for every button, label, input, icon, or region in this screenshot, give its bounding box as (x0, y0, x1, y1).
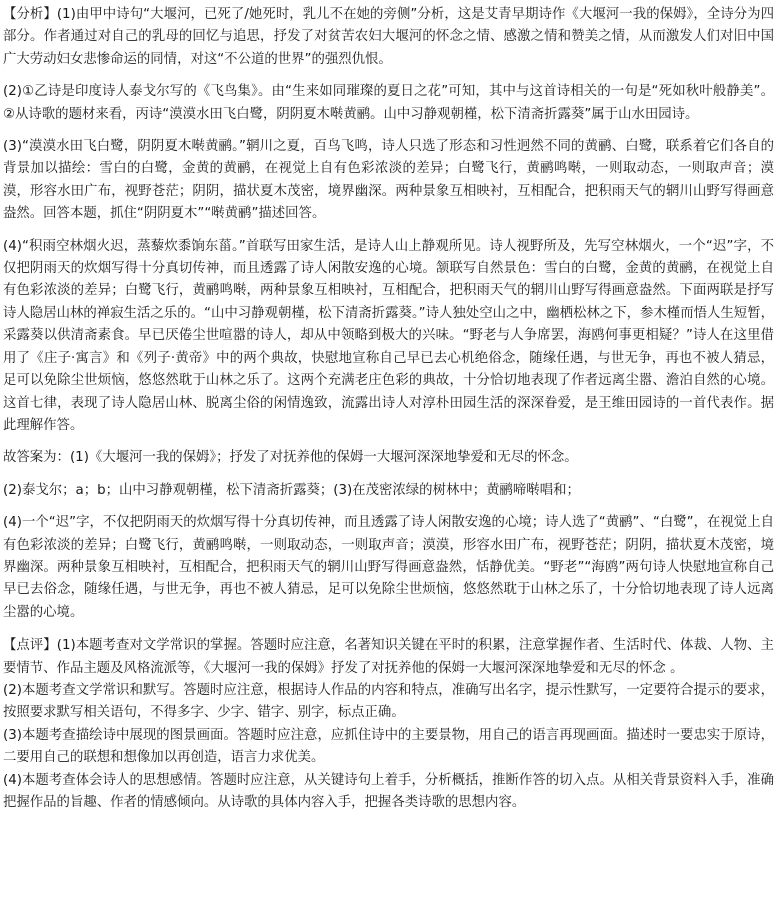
analysis-paragraph-1: 【分析】(1)由甲中诗句“大堰河，已死了/她死时，乳儿不在她的旁侧”分析，这是艾青早期诗作《大堰河一我的保姆》，全诗分为四部分。作者通过对自己的乳母的回忆与追思，抒发了对贫苦农妇大堰河的怀念之情、感激之情和赞美之情，从而激发人们对旧中国广大劳动妇女悲惨命运的同情，对这“不公道的世界”的强烈仇恨。 (3, 7, 774, 67)
analysis-paragraph-4: (4)“积雨空林烟火迟，蒸藜炊黍饷东菑。”首联写田家生活，是诗人山上静观所见。诗人视野所及，先写空林烟火，一个“迟”字，不仅把阴雨天的炊烟写得十分真切传神，而且透露了诗人闲散安逸的心境。颔联写自然景色：雪白的白鹭，金黄的黄鹂，在视觉上自有色彩浓淡的差异；白鹭飞行，黄鹂鸣啭，两种景象互相映衬，互相配合，把积雨天气的辋川山野写得画意盎然。下面两联是抒写诗人隐居山林的禅寂生活之乐的。“山中习静观朝槿，松下清斋折露葵。”诗人独处空山之中，幽栖松林之下，参木槿而悟人生短暂，采露葵以供清斋素食。早已厌倦尘世喧嚣的诗人，却从中领略到极大的兴味。“野老与人争席罢，海鸥何事更相疑？”诗人在这里借用了《庄子·寓言》和《列子·黄帝》中的两个典故，快慰地宣称自己早已去心机绝俗念，随缘任遇，与世无争，再也不被人猜忌，足可以免除尘世烦恼，悠悠然耽于山林之乐了。这两个充满老庄色彩的典故，十分恰切地表现了作者远离尘嚣、澹泊自然的心境。这首七律，表现了诗人隐居山林、脱离尘俗的闲情逸致，流露出诗人对淳朴田园生活的深深眷爱，是王维田园诗的一首代表作。据此理解作答。 (3, 238, 774, 433)
comment-paragraph-2: (2)本题考查文学常识和默写。答题时应注意，根据诗人作品的内容和特点，准确写出名字，提示性默写，一定要符合提示的要求，按照要求默写相关语句，不得多字、少字、错字、别字，标点正确。 (3, 682, 774, 721)
analysis-paragraph-3: (3)“漠漠水田飞白鹭，阴阴夏木啭黄鹂。”辋川之夏，百鸟飞鸣，诗人只选了形态和习性迥然不同的黄鹂、白鹭，联系着它们各自的背景加以描绘：雪白的白鹭，金黄的黄鹂，在视觉上自有色彩浓淡的差异；白鹭飞行，黄鹂鸣啭，一则取动态，一则取声音；漠漠，形容水田广布，视野苍茫；阴阴，描状夏木茂密，境界幽深。两种景象互相映衬，互相配合，把积雨天气的辋川山野写得画意盎然。回答本题，抓住“阴阴夏木”“啭黄鹂”描述回答。 (3, 139, 774, 222)
comment-paragraph-4: (4)本题考查体会诗人的思想感情。答题时应注意，从关键诗句上着手，分析概括，推断作答的切入点。从相关背景资料入手，准确把握作品的旨趣、作者的情感倾向。从诗歌的具体内容入手，把握各类诗歌的思想内容。 (3, 772, 774, 810)
answer-paragraph-2: (2)泰戈尔；a；b；山中习静观朝槿，松下清斋折露葵；(3)在茂密浓绿的树林中；黄鹂啼啭唱和； (3, 482, 580, 498)
answer-paragraph-3: (4)一个“迟”字，不仅把阴雨天的炊烟写得十分真切传神，而且透露了诗人闲散安逸的心境；诗人选了“黄鹂”、“白鹭”，在视觉上自有色彩浓淡的差异；白鹭飞行，黄鹂鸣啭，一则取动态，一则取声音；漠漠，形容水田广布，视野苍茫；阴阴，描状夏木茂密，境界幽深。两种景象互相映衬，互相配合，把积雨天气的辋川山野写得画意盎然，恬静优美。“野老”“海鸥”两句诗人快慰地宣称自己早已去俗念，随缘任遇，与世无争，再也不被人猜忌，足可以免除尘世烦恼，悠悠然耽于山林之乐了，十分恰切地表现了诗人远离尘嚣的心境。 (3, 515, 774, 620)
answer-paragraph-1: 故答案为：(1)《大堰河一我的保姆》；抒发了对抚养他的保姆一大堰河深深地挚爱和无尽的怀念。 (3, 450, 578, 466)
comment-paragraph-1: 【点评】(1)本题考查对文学常识的掌握。答题时应注意，名著知识关键在平时的积累，注意掌握作者、生活时代、体裁、人物、主要情节、作品主题及风格流派等，《大堰河一我的保姆》抒发了对抚养他的保姆一大堰河深深地挚爱和无尽的怀念 。 (3, 638, 774, 676)
comment-paragraph-3: (3)本题考查描绘诗中展现的图景画面。答题时应注意，应抓住诗中的主要景物，用自己的语言再现画面。描述时一要忠实于原诗，二要用自己的联想和想像加以再创造，语言力求优美。 (3, 727, 774, 766)
analysis-paragraph-2: (2)①乙诗是印度诗人泰戈尔写的《飞鸟集》。由“生来如同璀璨的夏日之花”可知，其中与这首诗相关的一句是“死如秋叶般静美”。②从诗歌的题材来看，丙诗“漠漠水田飞白鹭，阴阴夏木啭黄鹂。山中习静观朝槿，松下清斋折露葵”属于山水田园诗。 (3, 84, 774, 122)
